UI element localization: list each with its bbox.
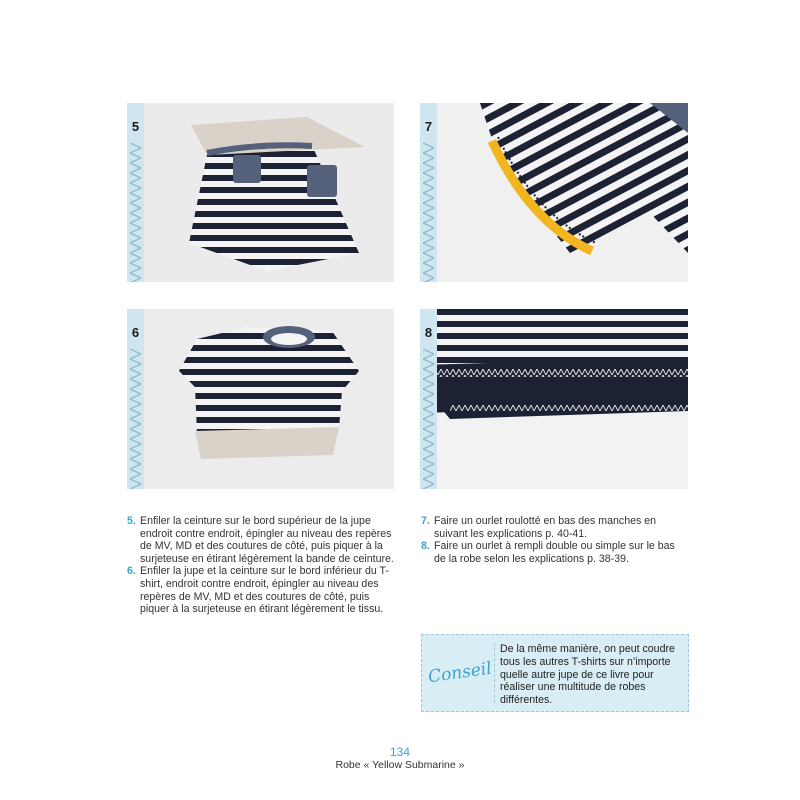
instructions-right	[421, 515, 689, 565]
step-number: 6.	[127, 565, 136, 578]
tip-divider	[494, 643, 495, 703]
instruction-text: Faire un ourlet à rempli double ou simple sur le bas de la robe selon les explications p. 38-39.	[434, 540, 675, 565]
photo-step-5	[127, 103, 394, 282]
tip-text: De la même manière, on peut coudre tous les autres T-shirts sur n’importe quelle autre jupe de ce livre pour réaliser une multitude de robes différentes.	[500, 643, 675, 707]
step-number: 7.	[421, 515, 430, 527]
step-strip	[420, 103, 437, 282]
photo-step-6	[127, 309, 394, 489]
zigzag-stitch-icon	[130, 349, 141, 489]
instruction-item	[127, 565, 395, 615]
instruction-text: Faire un ourlet roulotté en bas des manches en suivant les explications p. 40-41.	[434, 515, 657, 540]
step-strip	[127, 309, 144, 489]
sleeve-image	[420, 103, 688, 282]
step-strip	[127, 103, 144, 282]
running-title: Robe « Yellow Submarine »	[335, 759, 465, 771]
step-number: 6	[131, 325, 140, 340]
step-number: 7	[424, 119, 433, 134]
zigzag-stitch-icon	[423, 143, 434, 282]
instruction-item	[127, 515, 395, 565]
instruction-text: Enfiler la jupe et la ceinture sur le bord inférieur du T-shirt, endroit contre endroit, épingler au niveau des repères de MV, MD et des coutures de côté, puis piquer à la surjeteuse en étirant légèrement le tissu.	[140, 565, 389, 616]
instruction-item	[421, 540, 689, 565]
dress-image	[127, 309, 394, 489]
photo-step-8	[420, 309, 688, 489]
photo-step-7	[420, 103, 688, 282]
step-number: 8.	[421, 540, 430, 553]
step-number: 8	[424, 325, 433, 340]
instruction-item	[421, 515, 689, 540]
tip-box	[421, 634, 689, 712]
tip-label: Conseil	[426, 658, 493, 688]
hem-image	[420, 309, 688, 489]
instruction-text: Enfiler la ceinture sur le bord supérieur de la jupe endroit contre endroit, épingler au niveau des repères de MV, MD et des coutures de côté, puis piquer à la surjeteuse en étirant légèrement la bande de ceinture.	[140, 515, 394, 565]
zigzag-stitch-icon	[130, 143, 141, 282]
page-number: 134	[389, 745, 411, 759]
zigzag-stitch-icon	[423, 349, 434, 489]
step-strip	[420, 309, 437, 489]
step-number: 5	[131, 119, 140, 134]
instructions-left	[127, 515, 395, 616]
skirt-image	[127, 103, 394, 282]
step-number: 5.	[127, 515, 136, 527]
